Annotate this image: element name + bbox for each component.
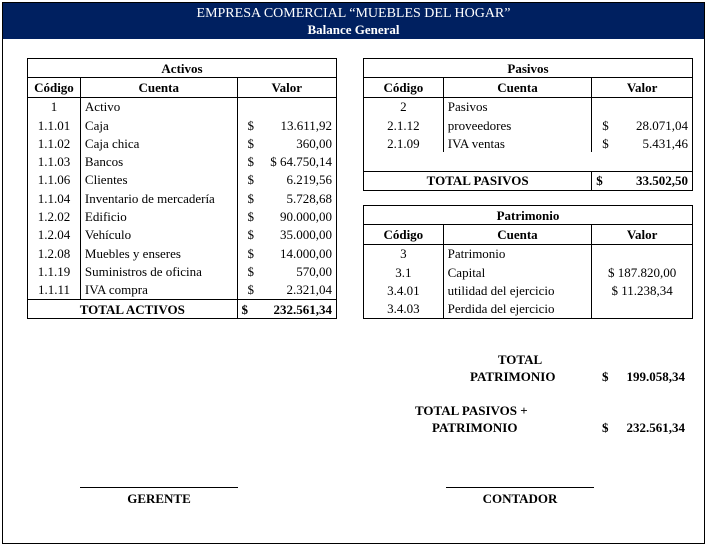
table-row — [364, 134, 693, 152]
col-header-value: Valor — [592, 78, 693, 97]
patrimonio-title: Patrimonio — [364, 206, 693, 225]
row-account: Caja chica — [80, 134, 237, 152]
row-value — [237, 244, 336, 262]
currency-symbol: $ — [247, 135, 255, 151]
table-row — [28, 171, 337, 189]
row-account: Capital — [443, 263, 592, 281]
table-row — [364, 244, 693, 263]
row-account: Caja — [80, 116, 237, 134]
row-account: Bancos — [80, 152, 237, 170]
row-value: $ 187.820,00 — [592, 263, 693, 281]
gerente-signature-line — [80, 487, 238, 488]
col-header-code: Código — [364, 78, 444, 97]
row-account: IVA ventas — [443, 134, 591, 152]
table-row — [364, 299, 693, 318]
row-code: 1.1.01 — [28, 116, 81, 134]
total-pasivos-patrimonio-value: 232.561,34 — [626, 420, 685, 435]
activos-table — [27, 58, 337, 319]
row-code: 1.1.19 — [28, 262, 81, 280]
row-account: Activo — [80, 97, 237, 116]
currency-symbol: $ — [247, 227, 255, 243]
table-row — [364, 263, 693, 281]
row-value — [237, 116, 336, 134]
row-value — [592, 116, 693, 134]
col-header-code: Código — [28, 78, 81, 97]
row-value — [592, 244, 693, 263]
row-account: Patrimonio — [443, 244, 592, 263]
total-pasivos-patrimonio-currency: $ — [602, 420, 609, 435]
amount: 35.000,00 — [280, 227, 332, 243]
currency-symbol: $ — [247, 263, 255, 279]
row-code: 1.2.02 — [28, 207, 81, 225]
row-account: Vehículo — [80, 226, 237, 244]
row-code: 2.1.12 — [364, 116, 444, 134]
patrimonio-table — [363, 205, 693, 319]
pasivos-title: Pasivos — [364, 59, 693, 78]
company-name: EMPRESA COMERCIAL “MUEBLES DEL HOGAR” — [196, 6, 511, 21]
row-account: IVA compra — [80, 281, 237, 300]
table-row — [28, 116, 337, 134]
col-header-account: Cuenta — [443, 225, 592, 244]
contador-signature-line — [446, 487, 594, 488]
row-account: Pasivos — [443, 97, 591, 116]
total-pasivos-patrimonio-label-2: PATRIMONIO — [432, 420, 518, 435]
currency-symbol: $ — [247, 245, 255, 261]
currency-symbol: $ — [241, 301, 249, 317]
row-value — [237, 152, 336, 170]
amount: 6.219,56 — [286, 172, 332, 188]
currency-symbol: $ — [247, 154, 255, 170]
amount: 570,00 — [296, 263, 332, 279]
currency-symbol: $ — [247, 172, 255, 188]
table-row — [28, 152, 337, 170]
row-code: 3.4.01 — [364, 281, 444, 299]
amount: 232.561,34 — [273, 301, 332, 317]
col-header-value: Valor — [592, 225, 693, 244]
row-code: 3.4.03 — [364, 299, 444, 318]
row-value — [237, 189, 336, 207]
row-value: $ 11.238,34 — [592, 281, 693, 299]
pasivos-spacer-row — [364, 152, 693, 171]
col-header-account: Cuenta — [80, 78, 237, 97]
row-value — [592, 134, 693, 152]
total-pasivos-label: TOTAL PASIVOS — [364, 171, 592, 190]
currency-symbol: $ — [247, 209, 255, 225]
table-row — [364, 97, 693, 116]
row-code: 2.1.09 — [364, 134, 444, 152]
row-account: proveedores — [443, 116, 591, 134]
total-patrimonio-currency: $ — [602, 369, 609, 384]
row-account: Muebles y enseres — [80, 244, 237, 262]
row-value — [592, 299, 693, 318]
row-value — [237, 262, 336, 280]
total-activos-value — [237, 299, 336, 318]
label-line-1: TOTAL — [497, 352, 543, 367]
amount: 5.728,68 — [286, 190, 332, 206]
table-row — [28, 281, 337, 300]
table-row — [28, 134, 337, 152]
report-title: Balance General — [307, 22, 400, 37]
row-account: Clientes — [80, 171, 237, 189]
activos-title: Activos — [28, 59, 337, 78]
row-code: 3.1 — [364, 263, 444, 281]
total-patrimonio-value: 199.058,34 — [626, 369, 685, 384]
row-account: Suministros de oficina — [80, 262, 237, 280]
total-pasivos-value — [592, 171, 693, 190]
total-patrimonio-label-2: PATRIMONIO — [470, 369, 556, 384]
table-row — [364, 116, 693, 134]
row-code: 1.1.06 — [28, 171, 81, 189]
activos-total-row — [28, 299, 337, 318]
row-code: 2 — [364, 97, 444, 116]
currency-symbol: $ — [247, 190, 255, 206]
amount: 13.611,92 — [280, 117, 332, 133]
row-code: 3 — [364, 244, 444, 263]
total-activos-label: TOTAL ACTIVOS — [28, 299, 238, 318]
row-code: 1.2.04 — [28, 226, 81, 244]
row-value — [237, 281, 336, 300]
amount: 2.321,04 — [286, 282, 332, 298]
amount: $ 64.750,14 — [270, 154, 332, 170]
row-account: Edificio — [80, 207, 237, 225]
row-account: Inventario de mercadería — [80, 189, 237, 207]
col-header-value: Valor — [237, 78, 336, 97]
row-value — [237, 226, 336, 244]
contador-label: CONTADOR — [482, 491, 558, 506]
currency-symbol: $ — [247, 117, 255, 133]
row-code: 1.2.08 — [28, 244, 81, 262]
pasivos-table — [363, 58, 693, 191]
table-row — [28, 244, 337, 262]
row-code: 1.1.04 — [28, 189, 81, 207]
amount: 90.000,00 — [280, 209, 332, 225]
row-value — [592, 97, 693, 116]
amount: 14.000,00 — [280, 245, 332, 261]
title-banner — [3, 3, 704, 39]
currency-symbol: $ — [602, 135, 609, 151]
amount: 28.071,04 — [636, 117, 688, 133]
col-header-account: Cuenta — [443, 78, 591, 97]
total-patrimonio-label — [430, 352, 610, 368]
currency-symbol: $ — [596, 173, 603, 189]
row-code: 1.1.11 — [28, 281, 81, 300]
table-row — [28, 189, 337, 207]
row-code: 1 — [28, 97, 81, 116]
currency-symbol: $ — [602, 117, 609, 133]
table-row — [28, 207, 337, 225]
row-account: utilidad del ejercicio — [443, 281, 592, 299]
pasivos-total-row — [364, 171, 693, 190]
gerente-label: GERENTE — [127, 491, 191, 506]
amount: 360,00 — [296, 135, 332, 151]
row-value — [237, 207, 336, 225]
total-pasivos-patrimonio-label-1: TOTAL PASIVOS + — [415, 403, 528, 418]
row-code: 1.1.03 — [28, 152, 81, 170]
amount: 33.502,50 — [636, 173, 688, 189]
table-row — [364, 281, 693, 299]
currency-symbol: $ — [247, 282, 255, 298]
row-value — [237, 134, 336, 152]
row-value — [237, 171, 336, 189]
table-row — [28, 226, 337, 244]
table-row — [28, 97, 337, 116]
row-code: 1.1.02 — [28, 134, 81, 152]
col-header-code: Código — [364, 225, 444, 244]
amount: 5.431,46 — [642, 135, 688, 151]
row-value — [237, 97, 336, 116]
row-account: Perdida del ejercicio — [443, 299, 592, 318]
table-row — [28, 262, 337, 280]
